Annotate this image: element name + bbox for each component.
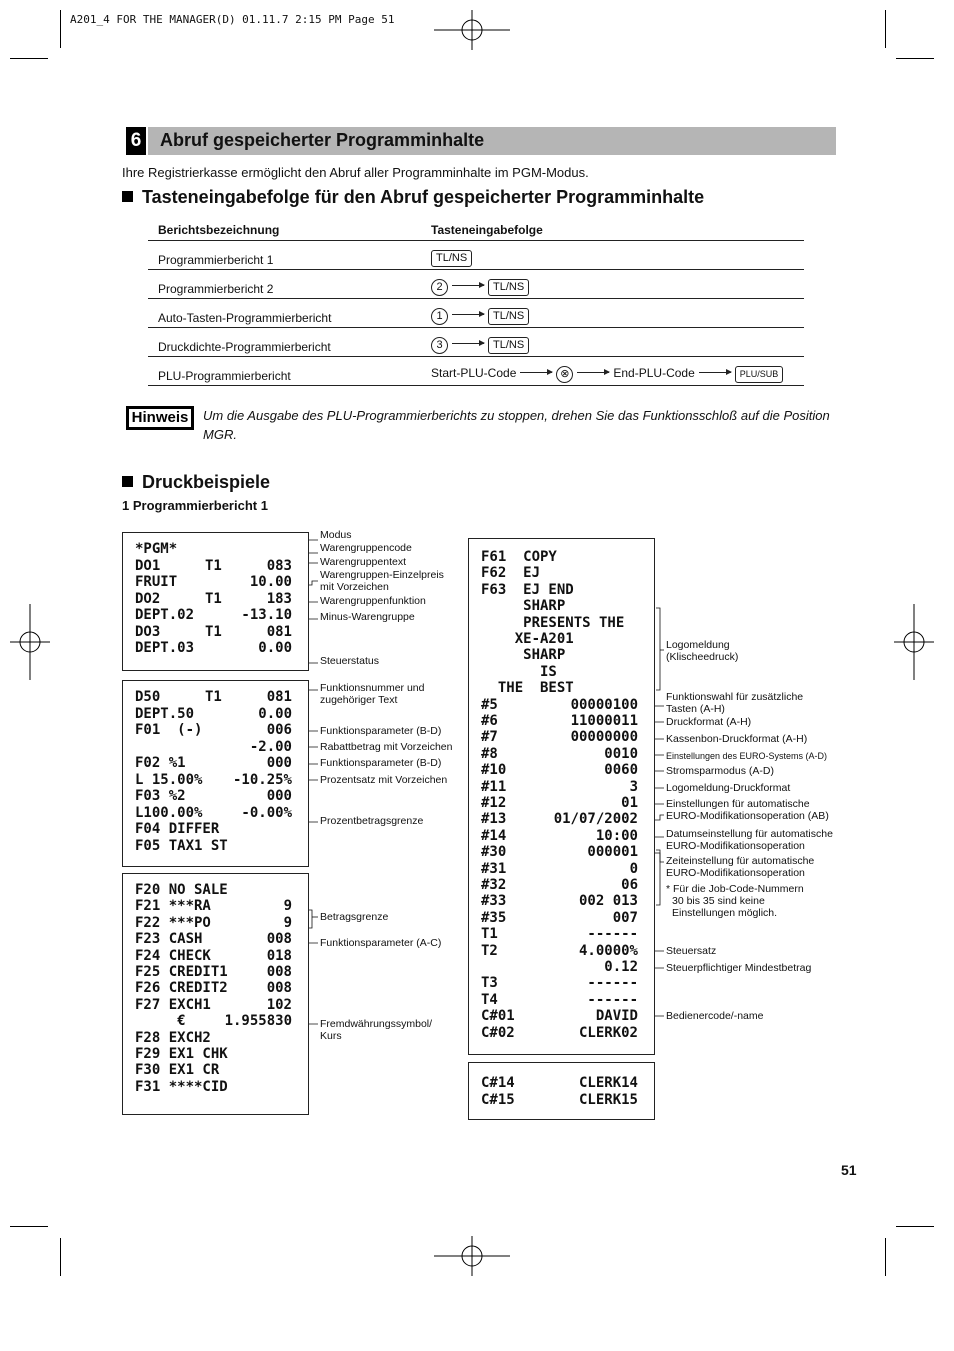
receipt-line-value: 00000000 xyxy=(570,729,638,746)
ann-steuersatz: Steuersatz xyxy=(666,945,717,957)
receipt-line-label: T2 xyxy=(481,942,498,959)
table-row xyxy=(148,328,804,357)
ann-druckformat: Druckformat (A-H) xyxy=(666,716,752,728)
ann-zeit-2: EURO-Modifikationsoperation xyxy=(666,867,805,879)
receipt-line-label: T1 xyxy=(481,926,498,943)
receipt-line-value: 0.00 xyxy=(258,640,292,656)
ann-prozentsatz: Prozentsatz mit Vorzeichen xyxy=(320,774,448,786)
receipt-line-value: 006 xyxy=(266,722,292,738)
number-key: 3 xyxy=(431,337,448,354)
report-name: Druckdichte-Programmierbericht xyxy=(148,328,421,357)
ann-zeit-1: Zeiteinstellung für automatische xyxy=(666,855,815,867)
receipt-line-label: #11 xyxy=(481,778,507,795)
receipt-line-label: C#01 xyxy=(481,1008,515,1025)
ann-euro-auto-1: Einstellungen für automatische xyxy=(666,798,810,810)
receipt-line-label: F62 EJ xyxy=(481,565,541,582)
receipt-line-tax: T1 xyxy=(205,689,222,705)
receipt-line-value: 9 xyxy=(283,914,292,931)
table-row xyxy=(148,241,804,270)
receipt-line-label: #6 xyxy=(481,713,498,729)
ann-datum-1: Datumseinstellung für automatische xyxy=(666,828,833,840)
receipt-line-label: F24 CHECK xyxy=(135,947,211,964)
receipt-line-label: L100.00% xyxy=(135,804,203,821)
ann-logo-1: Logomeldung xyxy=(666,639,730,651)
receipt-line-label: F61 COPY xyxy=(481,549,557,565)
receipt-line-value: CLERK14 xyxy=(578,1075,638,1091)
receipt-line-label: *PGM* xyxy=(135,541,178,557)
receipt-line-tax: T1 xyxy=(205,623,222,640)
tl-ns-key: TL/NS xyxy=(488,308,529,325)
number-key: 1 xyxy=(431,308,448,325)
receipt-dept xyxy=(122,532,309,671)
ann-minus-wg: Minus-Warengruppe xyxy=(320,611,415,623)
ann-steuerstatus: Steuerstatus xyxy=(320,655,379,667)
ann-wg-funktion: Warengruppenfunktion xyxy=(320,595,426,607)
ann-job-1: * Für die Job-Code-Nummern xyxy=(666,883,804,895)
ann-bediener: Bedienercode/-name xyxy=(666,1010,764,1022)
receipt-line-label: F04 DIFFER xyxy=(135,821,220,837)
ann-fremd-1: Fremdwährungssymbol/ xyxy=(320,1018,433,1030)
receipt-line-label: #13 xyxy=(481,811,507,828)
receipt-line-value: 000 xyxy=(266,755,292,771)
receipt-line-label: € xyxy=(135,1013,186,1030)
ann-prozentgrenze: Prozentbetragsgrenze xyxy=(320,815,424,827)
number-key: 2 xyxy=(431,279,448,296)
receipt-line-value: 01 xyxy=(621,795,638,811)
receipt-line-value: 1.955830 xyxy=(224,1013,292,1030)
section-number: 6 xyxy=(126,127,146,155)
arrow-right-icon xyxy=(452,314,484,315)
intro-text: Ihre Registrierkasse ermöglicht den Abruf aller Programminhalte im PGM-Modus. xyxy=(122,165,589,180)
receipt-line-value: 083 xyxy=(266,557,292,574)
receipt-line-label: #31 xyxy=(481,860,507,877)
receipt-line-value: 01/07/2002 xyxy=(553,811,638,828)
ann-job-3: Einstellungen möglich. xyxy=(672,907,778,919)
receipt-line-label: XE-A201 xyxy=(481,631,574,647)
receipt-line-value: 00000100 xyxy=(570,696,638,713)
receipt-line-value: 0 xyxy=(629,860,638,877)
receipt-line-value: 102 xyxy=(266,996,292,1013)
receipt-line-label: T3 xyxy=(481,975,498,992)
arrow-right-icon xyxy=(577,372,609,373)
hinweis-label: Hinweis xyxy=(129,409,192,427)
column-header-keys: Tasteneingabefolge xyxy=(421,220,804,241)
ann-wg-code: Warengruppencode xyxy=(320,542,412,554)
ann-logo-druck: Logomeldung-Druckformat xyxy=(666,782,791,794)
receipt-line-label: DO2 xyxy=(135,590,161,607)
receipt-line-label: F21 ***RA xyxy=(135,898,211,915)
ann-betragsgrenze: Betragsgrenze xyxy=(320,911,389,923)
ann-funkwahl-1: Funktionswahl für zusätzliche xyxy=(666,691,804,703)
table-row xyxy=(148,357,804,386)
receipt-settings xyxy=(468,538,655,1055)
receipt-line-value: 10:00 xyxy=(595,827,638,844)
receipt-line-value: 008 xyxy=(266,980,292,997)
receipt-line-label: DEPT.02 xyxy=(135,607,195,623)
receipt-line-label: C#02 xyxy=(481,1024,515,1041)
receipt-line-value: 06 xyxy=(621,877,638,893)
receipt-functions-1 xyxy=(122,680,309,867)
receipt-line-label: FRUIT xyxy=(135,574,178,590)
ann-euro-auto-2: EURO-Modifikationsoperation (AB) xyxy=(666,810,829,822)
heading-examples-text: Druckbeispiele xyxy=(142,472,271,492)
end-plu-label: End-PLU-Code xyxy=(613,366,695,380)
receipt-line-value: 018 xyxy=(266,947,292,964)
start-plu-label: Start-PLU-Code xyxy=(431,366,517,380)
receipt-line-label: #5 xyxy=(481,696,498,713)
hinweis-text: Um die Ausgabe des PLU-Programmierberichts zu stoppen, drehen Sie das Funktionsschloß auf die Position MGR. xyxy=(203,408,830,442)
receipt-line-tax: T1 xyxy=(205,590,222,607)
receipt-line-label: L 15.00% xyxy=(135,771,203,788)
receipt-line-label: #33 xyxy=(481,893,507,910)
receipt-line-label: F27 EXCH1 xyxy=(135,996,211,1013)
multiply-key-icon: ⊗ xyxy=(556,366,573,383)
key-sequence xyxy=(421,328,804,357)
receipt-line-value: 007 xyxy=(612,909,638,926)
ann-param-ac: Funktionsparameter (A-C) xyxy=(320,937,442,949)
receipt-line-label: #30 xyxy=(481,844,507,861)
receipt-line-label: THE BEST xyxy=(481,680,574,697)
arrow-right-icon xyxy=(452,285,484,286)
receipt-line-label: F03 %2 xyxy=(135,788,186,804)
receipt-line-value: CLERK15 xyxy=(578,1092,638,1108)
receipt-line-value: 0010 xyxy=(604,745,638,762)
receipt-line-value: 081 xyxy=(266,623,292,640)
page-number: 51 xyxy=(841,1162,857,1178)
ann-funkwahl-2: Tasten (A-H) xyxy=(666,703,725,715)
ann-kassenbon: Kassenbon-Druckformat (A-H) xyxy=(666,733,808,745)
receipt-line-label: T4 xyxy=(481,991,498,1008)
tl-ns-key: TL/NS xyxy=(488,279,529,296)
square-bullet-icon xyxy=(122,476,133,487)
ann-funk-nr-2: zugehöriger Text xyxy=(320,694,398,706)
key-sequence xyxy=(421,299,804,328)
receipt-line-label: F28 EXCH2 xyxy=(135,1029,211,1046)
receipt-line-value: 0060 xyxy=(604,762,638,779)
print-header: A201_4 FOR THE MANAGER(D) 01.11.7 2:15 PM Page 51 xyxy=(70,13,395,26)
receipt-line-value: 008 xyxy=(266,964,292,980)
receipt-line-label: F20 NO SALE xyxy=(135,882,228,898)
receipt-line-label: DO3 xyxy=(135,623,161,640)
ann-mindest: Steuerpflichtiger Mindestbetrag xyxy=(666,962,812,974)
receipt-line-value: 4.0000% xyxy=(578,942,638,959)
receipt-line-label: #10 xyxy=(481,762,507,779)
key-sequence-table xyxy=(148,220,804,386)
receipt-line-value: 081 xyxy=(266,689,292,705)
receipt-line-label: F05 TAX1 ST xyxy=(135,837,228,854)
ann-rabatt: Rabattbetrag mit Vorzeichen xyxy=(320,741,453,753)
ann-wg-text: Warengruppentext xyxy=(320,556,406,568)
ann-modus: Modus xyxy=(320,529,352,541)
receipt-line-label: C#15 xyxy=(481,1092,515,1108)
key-sequence xyxy=(421,241,804,270)
ann-euro-sys: Einstellungen des EURO-Systems (A-D) xyxy=(666,751,828,761)
receipt-line-label: F30 EX1 CR xyxy=(135,1062,220,1079)
receipt-line-value: DAVID xyxy=(595,1008,638,1025)
receipt-line-value: 3 xyxy=(629,778,638,795)
heading-keys-text: Tasteneingabefolge für den Abruf gespeicherter Programminhalte xyxy=(142,187,705,207)
arrow-right-icon xyxy=(699,372,731,373)
report-name: Programmierbericht 2 xyxy=(148,270,421,299)
tl-ns-key: TL/NS xyxy=(488,337,529,354)
receipt-line-value: -13.10 xyxy=(241,607,292,623)
receipt-line-value: -10.25% xyxy=(232,771,292,788)
ann-job-2: 30 bis 35 sind keine xyxy=(672,895,765,907)
table-row xyxy=(148,270,804,299)
receipt-line-tax: T1 xyxy=(205,557,222,574)
receipt-line-label: #8 xyxy=(481,745,498,762)
arrow-right-icon xyxy=(520,372,552,373)
ann-wg-preis-2: mit Vorzeichen xyxy=(320,581,389,593)
receipt-line-value: ------ xyxy=(587,926,638,943)
heading-keys xyxy=(122,187,704,208)
receipt-line-label: F23 CASH xyxy=(135,931,203,948)
receipt-clerks xyxy=(468,1062,655,1120)
table-row xyxy=(148,299,804,328)
receipt-line-value: -0.00% xyxy=(241,804,292,821)
receipt-line-value: 10.00 xyxy=(249,574,292,590)
receipt-line-label: F29 EX1 CHK xyxy=(135,1046,228,1062)
receipt-line-label: #7 xyxy=(481,729,498,746)
receipt-line-value: 11000011 xyxy=(570,713,638,729)
heading-examples xyxy=(122,472,270,493)
receipt-line-label: F22 ***PO xyxy=(135,914,211,931)
tl-ns-key: TL/NS xyxy=(431,250,472,267)
key-sequence xyxy=(421,357,804,386)
receipt-line-value: 0.12 xyxy=(604,959,638,975)
receipt-functions-2 xyxy=(122,873,309,1115)
receipt-line-label: F26 CREDIT2 xyxy=(135,980,228,997)
receipt-line-label: F63 EJ END xyxy=(481,581,574,598)
receipt-line-value: CLERK02 xyxy=(578,1024,638,1041)
report-name: Programmierbericht 1 xyxy=(148,241,421,270)
receipt-line-label: IS xyxy=(481,663,557,680)
receipt-line-label: D50 xyxy=(135,689,161,705)
receipt-line-value: 008 xyxy=(266,931,292,948)
report-name: PLU-Programmierbericht xyxy=(148,357,421,386)
arrow-right-icon xyxy=(452,343,484,344)
column-header-report: Berichtsbezeichnung xyxy=(148,220,421,241)
receipt-line-label: F25 CREDIT1 xyxy=(135,964,228,980)
ann-datum-2: EURO-Modifikationsoperation xyxy=(666,840,805,852)
hinweis-badge xyxy=(126,406,194,430)
key-sequence xyxy=(421,270,804,299)
receipt-line-label: DO1 xyxy=(135,557,161,574)
receipt-line-label: F01 (-) xyxy=(135,722,203,738)
receipt-line-value: 002 013 xyxy=(578,893,638,910)
ann-strom: Stromsparmodus (A-D) xyxy=(666,765,774,777)
ann-param-bd-2: Funktionsparameter (B-D) xyxy=(320,757,442,769)
receipt-line-label: DEPT.50 xyxy=(135,705,195,722)
report-name: Auto-Tasten-Programmierbericht xyxy=(148,299,421,328)
receipt-line-value: 000001 xyxy=(587,844,638,861)
receipt-line-label: #12 xyxy=(481,795,507,811)
receipt-line-label: F31 ****CID xyxy=(135,1078,228,1095)
square-bullet-icon xyxy=(122,191,133,202)
receipt-line-label: F02 %1 xyxy=(135,755,186,771)
receipt-line-label: #35 xyxy=(481,909,507,926)
section-title: Abruf gespeicherter Programminhalte xyxy=(160,130,485,150)
plu-sub-key: PLU/SUB xyxy=(735,366,784,383)
receipt-line-value: ------ xyxy=(587,991,638,1008)
receipt-line-value: 9 xyxy=(283,898,292,915)
ann-funk-nr-1: Funktionsnummer und xyxy=(320,682,425,694)
receipt-line-label: C#14 xyxy=(481,1075,515,1091)
receipt-line-label: SHARP xyxy=(481,647,566,664)
receipt-line-value: 183 xyxy=(266,590,292,607)
receipt-line-value: ------ xyxy=(587,975,638,992)
receipt-line-label: #32 xyxy=(481,877,507,893)
subheading: 1 Programmierbericht 1 xyxy=(122,498,268,513)
ann-fremd-2: Kurs xyxy=(320,1030,342,1042)
receipt-line-label: DEPT.03 xyxy=(135,640,195,656)
ann-wg-preis-1: Warengruppen-Einzelpreis xyxy=(320,569,444,581)
receipt-line-label: #14 xyxy=(481,827,507,844)
receipt-line-value: 000 xyxy=(266,788,292,804)
receipt-line-label: SHARP xyxy=(481,598,566,615)
ann-param-bd: Funktionsparameter (B-D) xyxy=(320,725,442,737)
receipt-line-value: 0.00 xyxy=(258,705,292,722)
receipt-line-value: -2.00 xyxy=(249,738,292,755)
receipt-line-label: PRESENTS THE xyxy=(481,614,625,631)
ann-logo-2: (Klischeedruck) xyxy=(666,651,739,663)
